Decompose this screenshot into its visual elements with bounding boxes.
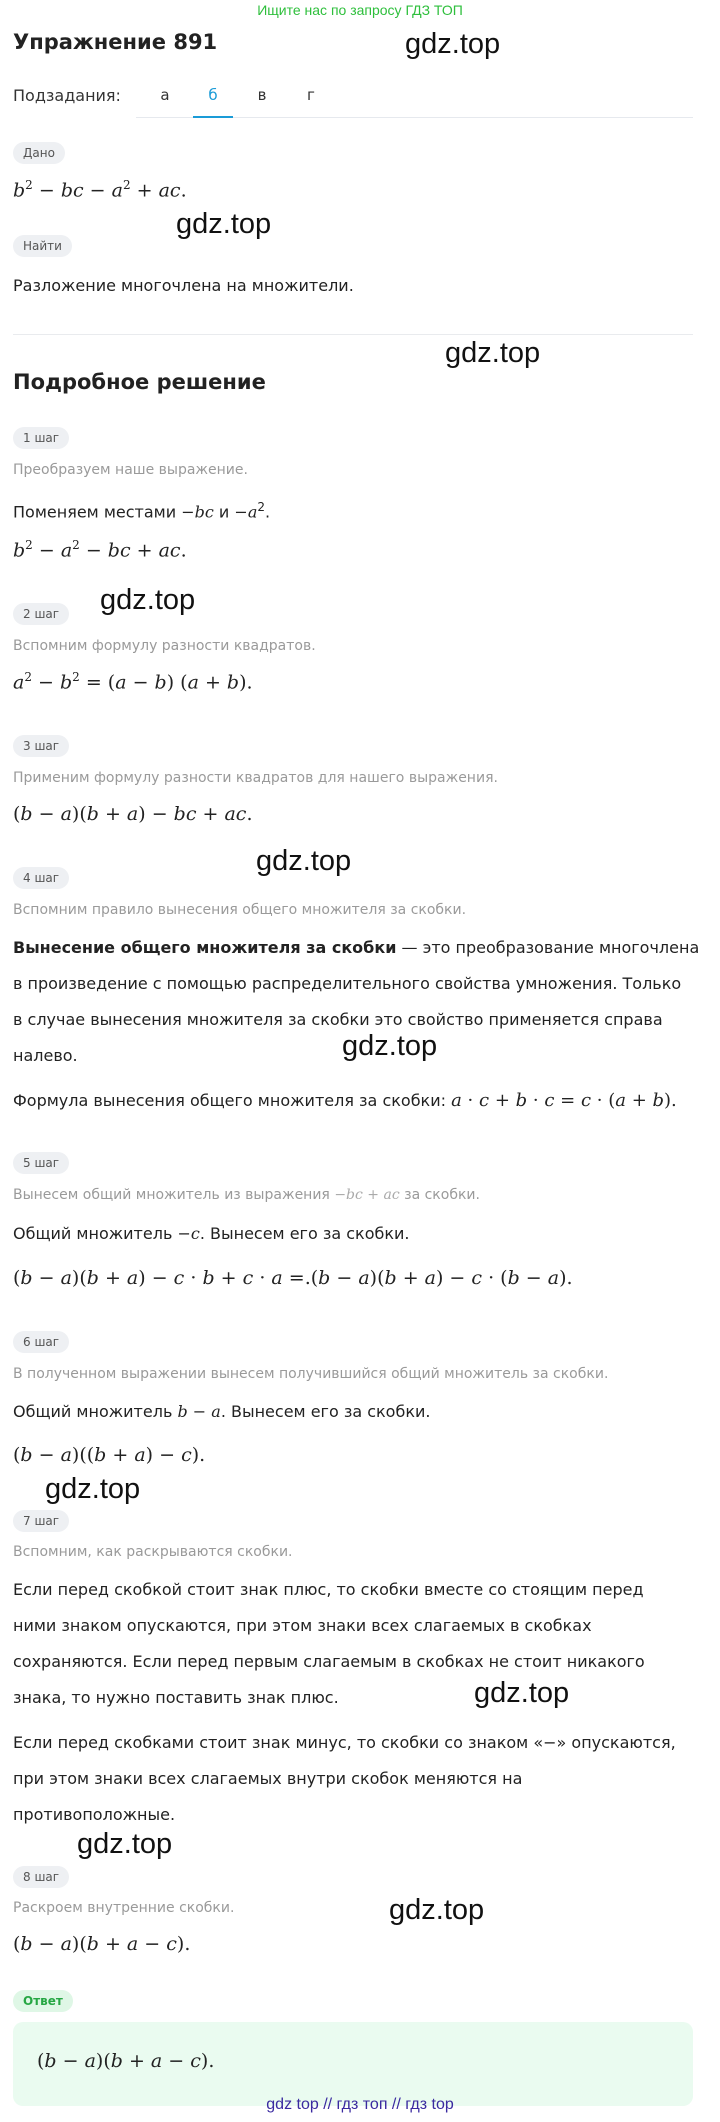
watermark: gdz.top (77, 1828, 173, 1860)
step-1-hint: Преобразуем наше выражение. (13, 462, 248, 478)
divider (13, 334, 693, 335)
step-5-hint-expr: −bc + ac (334, 1187, 400, 1203)
step-5-math: (b − a)(b + a) − c · b + c · a =.(b − a)(b + a) − c · (b − a). (13, 1267, 573, 1289)
step-4-hint: Вспомним правило вынесения общего множителя за скобки. (13, 902, 467, 918)
tab-v[interactable]: в (257, 86, 267, 104)
step-7-pill: 7 шаг (13, 1510, 69, 1532)
tab-g[interactable]: г (307, 86, 315, 104)
step-7-p1-line-4: знака, то нужно поставить знак плюс. (13, 1688, 339, 1707)
step-1-pill: 1 шаг (13, 427, 69, 449)
step-4-line-1-rest: — это преобразование многочлена (396, 938, 700, 957)
step-7-p2-line-1: Если перед скобками стоит знак минус, то скобки со знаком «−» опускаются, (13, 1733, 676, 1752)
step-7-p1-line-2: ними знаком опускаются, при этом знаки всех слагаемых в скобках (13, 1616, 592, 1635)
watermark: gdz.top (342, 1030, 438, 1062)
watermark: gdz.top (389, 1894, 485, 1926)
step-4-term: Вынесение общего множителя за скобки (13, 938, 397, 957)
step-1-math: $b^2 - a^2$ − bc + ac. (13, 538, 187, 562)
watermark: gdz.top (100, 584, 196, 616)
step-4-line-3: в случае вынесения множителя за скобки это свойство применяется справа (13, 1010, 663, 1029)
step-8-hint: Раскроем внутренние скобки. (13, 1900, 235, 1916)
step-4-line-2: в произведение с помощью распределительного свойства умножения. Только (13, 974, 682, 993)
step-6-pill: 6 шаг (13, 1331, 69, 1353)
given-expression: $b^2$ − bc − $a^2$ + ac. (13, 178, 187, 202)
watermark: gdz.top (474, 1677, 570, 1709)
step-4-line-4: налево. (13, 1046, 78, 1065)
step-4-formula-line (13, 1083, 677, 1119)
step-5-hint-b: за скобки. (399, 1187, 480, 1203)
step-3-pill: 3 шаг (13, 735, 69, 757)
footer-links[interactable]: gdz top // гдз топ // гдз top (266, 2096, 454, 2113)
step-5-hint (13, 1187, 480, 1203)
search-banner[interactable]: Ищите нас по запросу ГДЗ ТОП (257, 2, 463, 18)
answer-box (13, 2022, 693, 2106)
solution-title: Подробное решение (13, 370, 266, 394)
watermark: gdz.top (45, 1473, 141, 1505)
given-pill: Дано (13, 142, 65, 164)
step-1-text: Поменяем местами −bc $и -a^2$. (13, 500, 271, 522)
step-6-math: (b − a)((b + a) − c). (13, 1444, 206, 1466)
answer-math: (b − a)(b + a − c). (37, 2050, 215, 2072)
subtasks-bar (13, 84, 693, 118)
subtask-tabs (136, 84, 693, 118)
step-4-formula-label: Формула вынесения общего множителя за скобки: (13, 1091, 452, 1110)
watermark: gdz.top (256, 845, 352, 877)
step-8-math: (b − a)(b + a − c). (13, 1933, 191, 1955)
page-title: Упражнение 891 (13, 30, 218, 54)
step-4-formula: a · c + b · c = c · (a + b). (451, 1090, 677, 1111)
find-text: Разложение многочлена на множители. (13, 276, 354, 295)
step-6-text: Общий множитель b − a. Вынесем его за скобки. (13, 1402, 431, 1421)
step-2-hint: Вспомним формулу разности квадратов. (13, 638, 316, 654)
step-4-line-1 (13, 930, 699, 966)
step-5-text: Общий множитель −c. Вынесем его за скобки. (13, 1224, 410, 1243)
tab-a[interactable]: а (160, 86, 170, 104)
step-6-hint: В полученном выражении вынесем получившийся общий множитель за скобки. (13, 1366, 609, 1382)
answer-pill: Ответ (13, 1990, 73, 2012)
watermark: gdz.top (445, 337, 541, 369)
step-5-hint-a: Вынесем общий множитель из выражения (13, 1187, 335, 1203)
step-2-math: $a^2 - b^2 = (a - b) (a + b)$. (13, 670, 253, 694)
find-pill: Найти (13, 235, 72, 257)
step-7-p1-line-1: Если перед скобкой стоит знак плюс, то скобки вместе со стоящим перед (13, 1580, 644, 1599)
step-8-pill: 8 шаг (13, 1866, 69, 1888)
subtasks-label: Подзадания: (13, 86, 121, 105)
step-2-pill: 2 шаг (13, 603, 69, 625)
step-5-pill: 5 шаг (13, 1152, 69, 1174)
step-7-hint: Вспомним, как раскрываются скобки. (13, 1544, 293, 1560)
step-7-p1-line-3: сохраняются. Если перед первым слагаемым в скобках не стоит никакого (13, 1652, 645, 1671)
watermark: gdz.top (176, 208, 272, 240)
step-4-pill: 4 шаг (13, 867, 69, 889)
step-7-p2-line-3: противоположные. (13, 1805, 176, 1824)
step-3-math: (b − a)(b + a) − bc + ac. (13, 803, 253, 825)
step-3-hint: Применим формулу разности квадратов для нашего выражения. (13, 770, 498, 786)
watermark: gdz.top (405, 28, 501, 60)
tab-b[interactable]: б (193, 84, 233, 118)
step-7-p2-line-2: при этом знаки всех слагаемых внутри скобок меняются на (13, 1769, 523, 1788)
